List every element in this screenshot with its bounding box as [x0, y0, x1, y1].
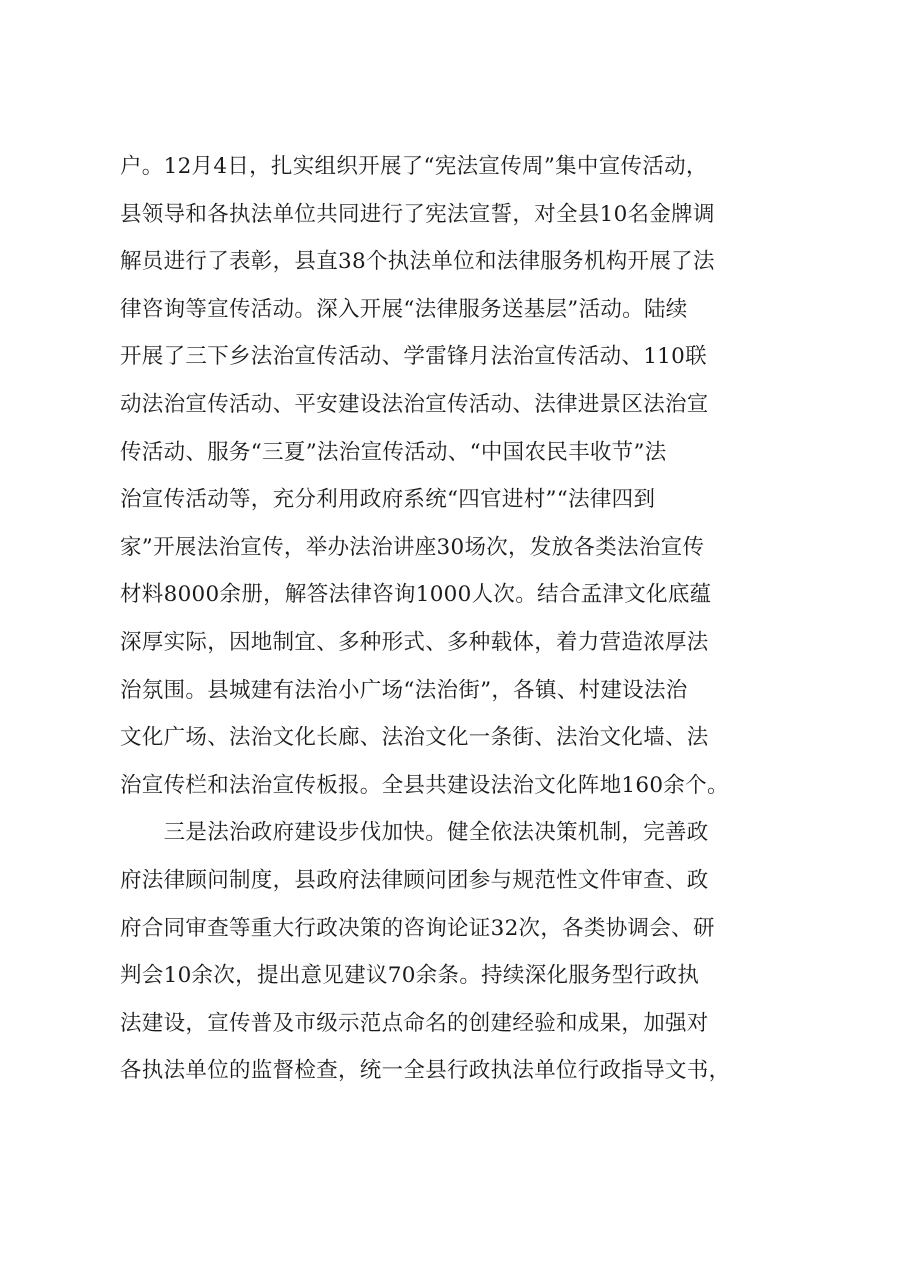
- text-line: 判会10余次，提出意见建议70余条。持续深化服务型行政执: [120, 963, 700, 989]
- text-line: 治宣传栏和法治宣传板报。全县共建设法治文化阵地160余个。: [120, 772, 729, 798]
- text-line: 文化广场、法治文化长廊、法治文化一条街、法治文化墙、法: [120, 725, 709, 751]
- text-line: 府合同审查等重大行政决策的咨询论证32次，各类协调会、研: [120, 915, 715, 941]
- text-line: 府法律顾问制度，县政府法律顾问团参与规范性文件审查、政: [120, 867, 709, 893]
- text-line: 深厚实际，因地制宜、多种形式、多种载体，着力营造浓厚法: [120, 629, 709, 655]
- text-line: 解员进行了表彰，县直38个执法单位和法律服务机构开展了法: [120, 249, 715, 275]
- text-line: 材料8000余册，解答法律咨询1000人次。结合孟津文化底蕴: [120, 582, 712, 608]
- text-line: 治宣传活动等，充分利用政府系统“四官进村”“法律四到: [120, 487, 656, 513]
- text-line: 动法治宣传活动、平安建设法治宣传活动、法律进景区法治宣: [120, 391, 709, 417]
- text-line: 律咨询等宣传活动。深入开展“法律服务送基层”活动。陆续: [120, 296, 688, 322]
- body-text: [120, 143, 800, 1095]
- text-line: 治氛围。县城建有法治小广场“法治街”，各镇、村建设法治: [120, 677, 688, 703]
- text-line: 各执法单位的监督检查，统一全县行政执法单位行政指导文书，: [120, 1058, 731, 1084]
- text-line: 县领导和各执法单位共同进行了宪法宣誓，对全县10名金牌调: [120, 201, 715, 227]
- paragraph-start-line: 三是法治政府建设步伐加快。健全依法决策机制，完善政: [120, 820, 709, 846]
- text-line: 家”开展法治宣传，举办法治讲座30场次，发放各类法治宣传: [120, 534, 705, 560]
- text-line: 户。12月4日，扎实组织开展了“宪法宣传周”集中宣传活动，: [120, 154, 708, 179]
- text-line: 开展了三下乡法治宣传活动、学雷锋月法治宣传活动、110联: [120, 344, 707, 370]
- text-line: 法建设，宣传普及市级示范点命名的创建经验和成果，加强对: [120, 1010, 709, 1036]
- text-line: 传活动、服务“三夏”法治宣传活动、“中国农民丰收节”法: [120, 439, 667, 465]
